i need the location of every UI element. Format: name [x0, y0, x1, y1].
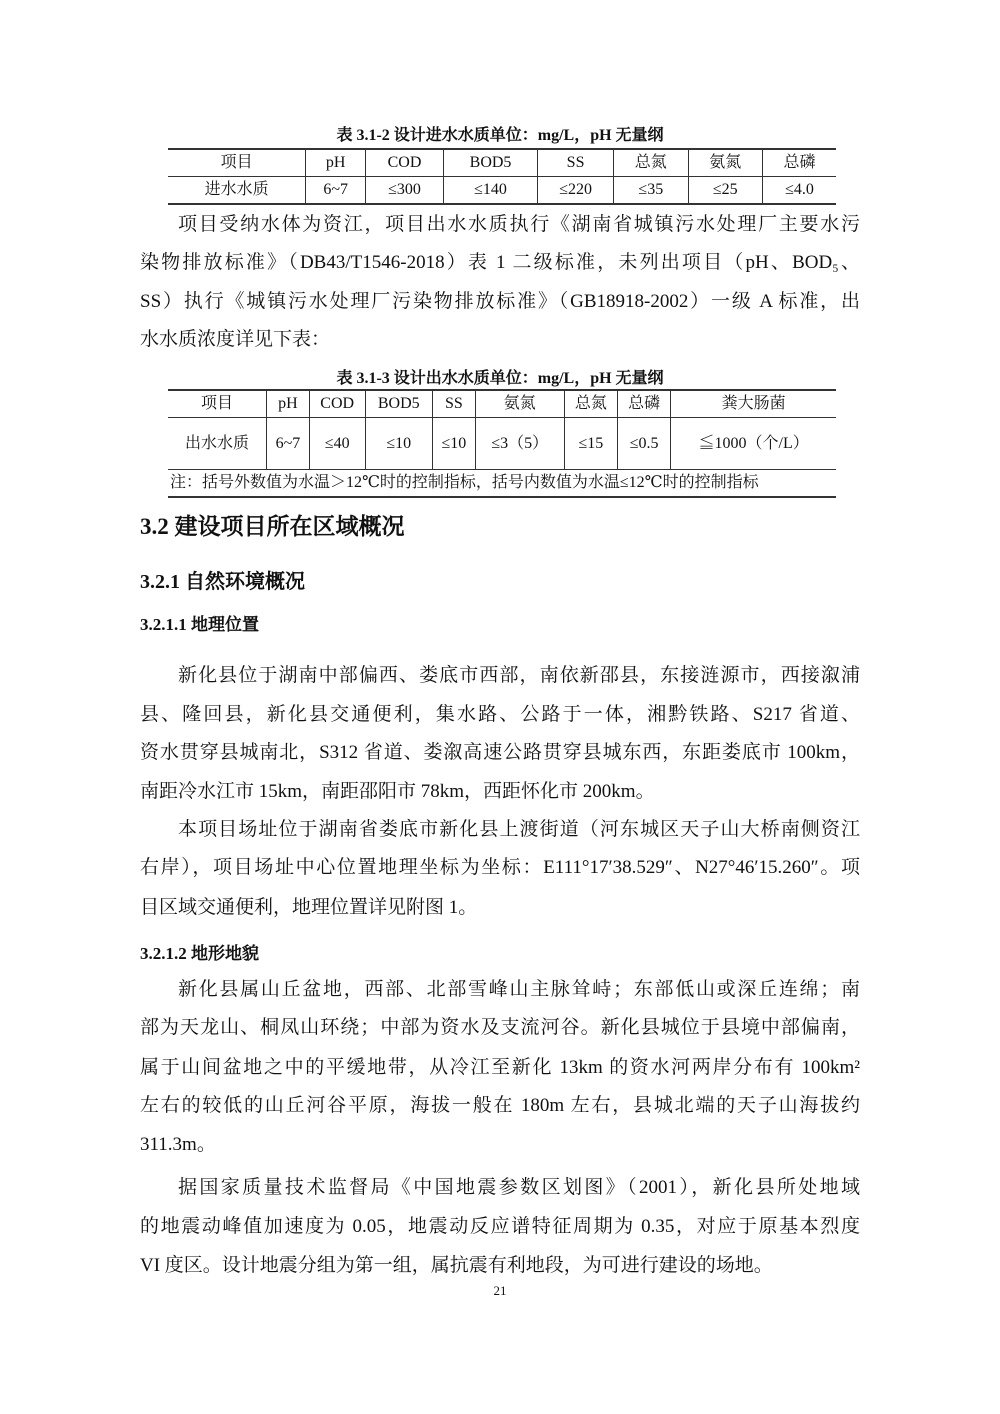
paragraph-line: 右岸），项目场址中心位置地理坐标为坐标：E111°17′38.529″、N27°46′15.260″。项 [140, 857, 860, 878]
table-cell: 6~7 [267, 418, 310, 470]
section-heading: 3.2 建设项目所在区域概况 [140, 514, 405, 539]
table-cell: ≦1000（个/L） [671, 418, 836, 470]
table-cell: 项目 [168, 149, 306, 177]
table-caption: 表 3.1-2 设计进水水质单位：mg/L，pH 无量纲 [336, 127, 664, 144]
table-cell: 6~7 [306, 177, 366, 205]
paragraph-line: 左右的较低的山丘河谷平原，海拔一般在 180m 左右，县城北端的天子山海拔约 [140, 1095, 860, 1116]
table-cell: ≤0.5 [617, 418, 670, 470]
table-cell: ≤4.0 [762, 177, 836, 205]
table-cell: 氨氮 [688, 149, 762, 177]
paragraph-line: 染物排放标准》（DB43/T1546-2018）表 1 二级标准，未列出项目（pH、BOD₅、 [140, 252, 860, 273]
paragraph-line: 新化县位于湖南中部偏西、娄底市西部，南依新邵县，东接涟源市，西接溆浦 [178, 665, 860, 686]
paragraph-line: 目区域交通便利，地理位置详见附图 1。 [140, 897, 478, 918]
paragraph-line: 县、隆回县，新化县交通便利，集水路、公路于一体，湘黔铁路、S217 省道、 [140, 704, 860, 725]
effluent-quality-table [168, 389, 836, 498]
page-number: 21 [493, 1283, 507, 1298]
table-cell: 项目 [168, 390, 267, 418]
table-cell: ≤15 [564, 418, 617, 470]
table-cell: 粪大肠菌 [671, 390, 836, 418]
table-cell: COD [365, 149, 443, 177]
table-cell: 氨氮 [475, 390, 564, 418]
paragraph-line: 311.3m。 [140, 1134, 216, 1155]
subsubsection-heading: 3.2.1.1 地理位置 [140, 615, 259, 634]
subsubsection-heading: 3.2.1.2 地形地貌 [140, 944, 259, 963]
table-note: 注：括号外数值为水温＞12℃时的控制指标，括号内数值为水温≤12℃时的控制指标 [168, 470, 836, 498]
table-caption: 表 3.1-3 设计出水水质单位：mg/L，pH 无量纲 [336, 370, 664, 387]
table-cell: BOD5 [443, 149, 537, 177]
paragraph-line: 据国家质量技术监督局《中国地震参数区划图》（2001），新化县所处地域 [178, 1177, 860, 1198]
table-cell: ≤40 [309, 418, 365, 470]
table-cell: ≤300 [365, 177, 443, 205]
table-cell: ≤10 [432, 418, 475, 470]
table-cell: ≤220 [538, 177, 614, 205]
paragraph-line: 南距冷水江市 15km，南距邵阳市 78km，西距怀化市 200km。 [140, 781, 655, 802]
table-cell: pH [267, 390, 310, 418]
paragraph-line: 资水贯穿县城南北，S312 省道、娄溆高速公路贯穿县城东西，东距娄底市 100km， [140, 742, 860, 763]
paragraph-line: 本项目场址位于湖南省娄底市新化县上渡街道（河东城区天子山大桥南侧资江 [178, 819, 860, 840]
subsection-heading: 3.2.1 自然环境概况 [140, 571, 305, 593]
table-cell: 总磷 [617, 390, 670, 418]
table-cell: 总磷 [762, 149, 836, 177]
table-cell: ≤10 [365, 418, 432, 470]
paragraph-line: 部为天龙山、桐凤山环绕；中部为资水及支流河谷。新化县城位于县境中部偏南， [140, 1017, 860, 1038]
table-cell: ≤140 [443, 177, 537, 205]
table-cell: pH [306, 149, 366, 177]
table-cell: 进水水质 [168, 177, 306, 205]
influent-quality-table [168, 148, 836, 205]
table-cell: SS [538, 149, 614, 177]
table-cell: 总氮 [564, 390, 617, 418]
paragraph-line: VI 度区。设计地震分组为第一组，属抗震有利地段，为可进行建设的场地。 [140, 1255, 773, 1276]
table-cell: COD [309, 390, 365, 418]
table-cell: BOD5 [365, 390, 432, 418]
paragraph-line: 属于山间盆地之中的平缓地带，从冷江至新化 13km 的资水河两岸分布有 100km² [140, 1057, 860, 1078]
table-cell: SS [432, 390, 475, 418]
paragraph-line: 水水质浓度详见下表： [140, 329, 331, 350]
table-cell: 出水水质 [168, 418, 267, 470]
paragraph-line: SS）执行《城镇污水处理厂污染物排放标准》（GB18918-2002）一级 A 标准，出 [140, 291, 860, 312]
table-cell: ≤35 [614, 177, 688, 205]
table-cell: ≤25 [688, 177, 762, 205]
table-cell: ≤3（5） [475, 418, 564, 470]
paragraph-line: 新化县属山丘盆地，西部、北部雪峰山主脉耸峙；东部低山或深丘连绵；南 [178, 979, 860, 1000]
paragraph-line: 的地震动峰值加速度为 0.05，地震动反应谱特征周期为 0.35，对应于原基本烈度 [140, 1216, 860, 1237]
paragraph-line: 项目受纳水体为资江，项目出水水质执行《湖南省城镇污水处理厂主要水污 [178, 214, 860, 235]
table-cell: 总氮 [614, 149, 688, 177]
